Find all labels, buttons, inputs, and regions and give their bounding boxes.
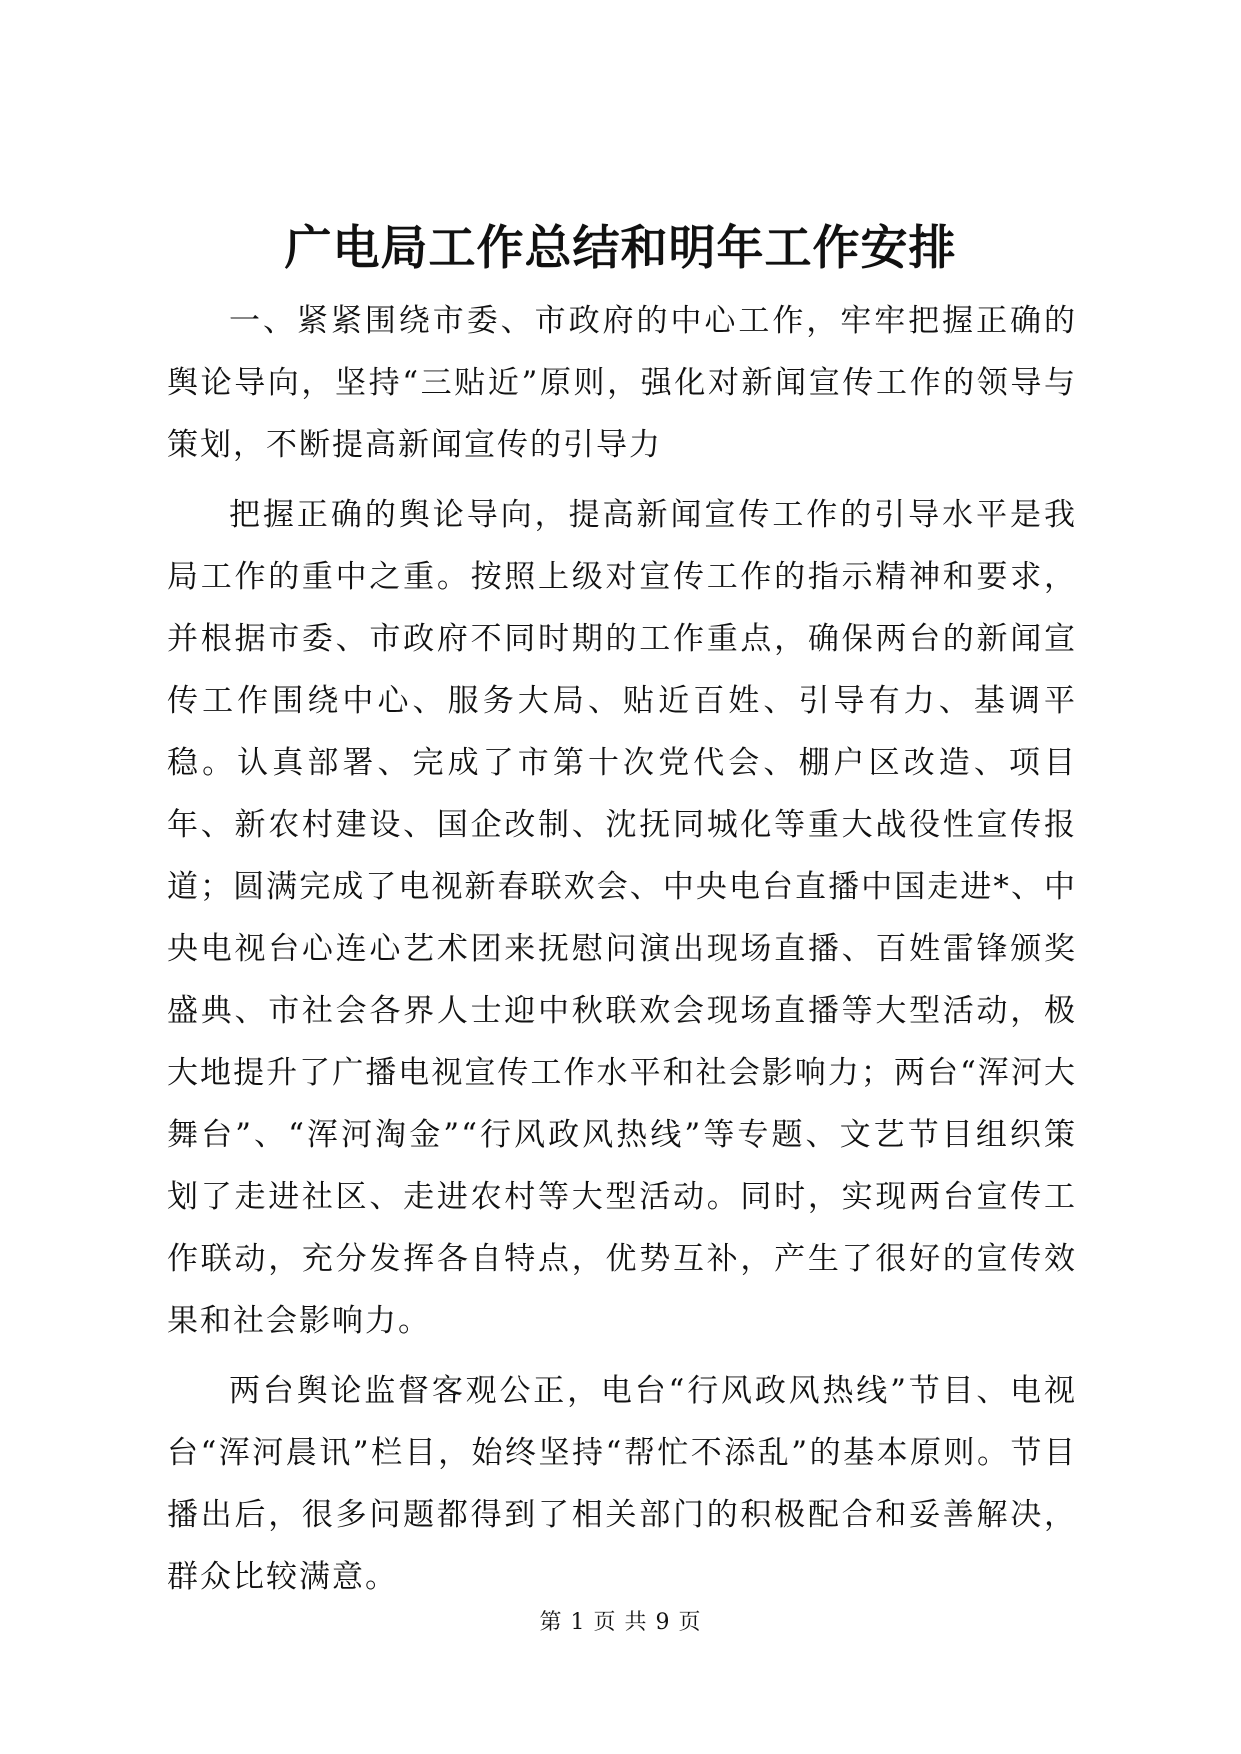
paragraph-2: 把握正确的舆论导向，提高新闻宣传工作的引导水平是我局工作的重中之重。按照上级对宣传工作的指示精神和要求，并根据市委、市政府不同时期的工作重点，确保两台的新闻宣传工作围绕中心、服务大局、贴近百姓、引导有力、基调平稳。认真部署、完成了市第十次党代会、棚户区改造、项目年、新农村建设、国企改制、沈抚同城化等重大战役性宣传报道；圆满完成了电视新春联欢会、中央电台直播中国走进*、中央电视台心连心艺术团来抚慰问演出现场直播、百姓雷锋颁奖盛典、市社会各界人士迎中秋联欢会现场直播等大型活动，极大地提升了广播电视宣传工作水平和社会影响力；两台“浑河大舞台”、“浑河淘金”“行风政风热线”等专题、文艺节目组织策划了走进社区、走进农村等大型活动。同时，实现两台宣传工作联动，充分发挥各自特点，优势互补，产生了很好的宣传效果和社会影响力。	[167, 497, 1077, 1339]
document-title: 广电局工作总结和明年工作安排	[284, 221, 957, 276]
paragraph-1: 一、紧紧围绕市委、市政府的中心工作，牢牢把握正确的舆论导向，坚持“三贴近”原则，强化对新闻宣传工作的领导与策划，不断提高新闻宣传的引导力	[167, 303, 1077, 463]
page-number-footer: 第 1 页 共 9 页	[539, 1610, 702, 1635]
paragraph-3: 两台舆论监督客观公正，电台“行风政风热线”节目、电视台“浑河晨讯”栏目，始终坚持“帮忙不添乱”的基本原则。节目播出后，很多问题都得到了相关部门的积极配合和妥善解决，群众比较满意。	[167, 1373, 1077, 1595]
document-body	[167, 290, 1077, 1608]
